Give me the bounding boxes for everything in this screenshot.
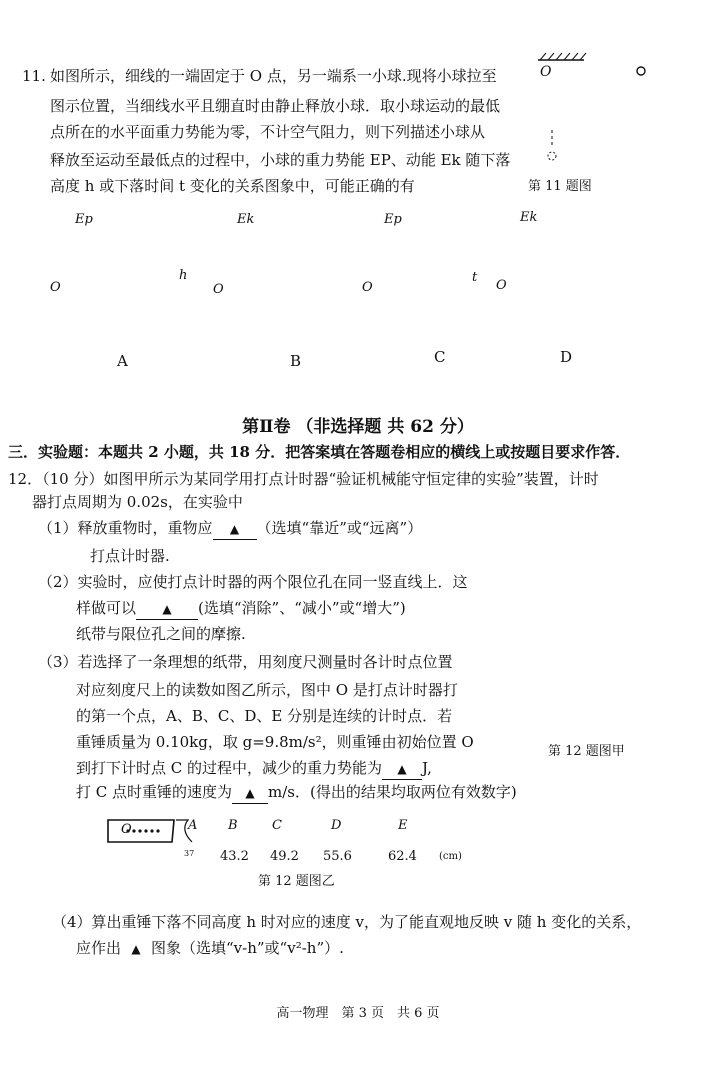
tape-reading-a: 37 xyxy=(184,850,195,856)
q12-sub2-line-1: （2）实验时，应使打点计时器的两个限位孔在同一竖直线上．这 xyxy=(38,573,468,591)
q11-line-3: 点所在的水平面重力势能为零，不计空气阻力，则下列描述小球从 xyxy=(50,123,486,141)
q12-sub1-text-b: （选填“靠近”或“远离”） xyxy=(256,519,423,537)
q11-line-4: 释放至运动至最低点的过程中，小球的重力势能 EP、动能 Ek 随下落 xyxy=(50,151,511,169)
q12-sub2-line-2 xyxy=(76,598,406,620)
q12-sub3-line-1: （3）若选择了一条理想的纸带，用刻度尺测量时各计时点位置 xyxy=(38,653,453,671)
q11-point-o: O xyxy=(540,64,552,80)
answer-blank-3[interactable]: ▲ xyxy=(382,759,422,780)
q12-sub3-line-4: 重锤质量为 0.10kg，取 g=9.8m/s²，则重锤由初始位置 O xyxy=(76,733,474,751)
q12-sub4-line-1: （4）算出重锤下落不同高度 h 时对应的速度 v，为了能直观地反映 v 随 h 变化的关系， xyxy=(52,913,642,931)
graph-d-xlabel: t xyxy=(472,270,478,285)
q12-intro-1: 12．（10 分）如图甲所示为某同学用打点计时器“验证机械能守恒定律的实验”装置，计时 xyxy=(8,470,599,488)
tape-unit: (cm) xyxy=(439,851,462,862)
option-b: B xyxy=(290,352,302,370)
ball-lowest xyxy=(548,152,556,160)
tape-point-e: E xyxy=(398,818,408,833)
option-a: A xyxy=(117,352,128,370)
q12-sub2-text-b: 样做可以 xyxy=(76,599,137,617)
graph-b-origin: O xyxy=(213,282,224,297)
graph-a-origin: O xyxy=(50,280,61,295)
fig12-jia-caption: 第 12 题图甲 xyxy=(548,744,625,759)
graph-b-xlabel: h xyxy=(179,268,188,283)
tape-point-a: A xyxy=(188,818,198,833)
q12-intro-2: 器打点周期为 0.02s，在实验中 xyxy=(32,493,243,511)
q12-sub3-line-2: 对应刻度尺上的读数如图乙所示，图中 O 是打点计时器打 xyxy=(76,681,458,699)
ball-start xyxy=(637,67,645,75)
q12-sub3-line-3: 的第一个点，A、B、C、D、E 分别是连续的计时点．若 xyxy=(76,707,453,725)
q12-sub3-text-f1: 打 C 点时重锤的速度为 xyxy=(76,783,233,801)
q12-sub1-continued: 打点计时器. xyxy=(90,547,170,565)
option-c: C xyxy=(434,348,446,366)
ceiling-hatch xyxy=(540,53,586,60)
q12-sub3-line-6 xyxy=(76,782,517,804)
q12-sub3-text-e1: 到打下计时点 C 的过程中，减少的重力势能为 xyxy=(76,759,383,777)
tape-reading-d: 55.6 xyxy=(323,849,352,864)
tape-point-c: C xyxy=(272,818,282,833)
section3-heading: 三．实验题：本题共 2 小题，共 18 分．把答案填在答题卷相应的横线上或按题目要求作答． xyxy=(8,443,631,461)
q11-number: 11. xyxy=(22,67,46,85)
q11-line-1: 如图所示，细线的一端固定于 O 点，另一端系一小球.现将小球拉至 xyxy=(50,67,497,85)
answer-mark-5[interactable]: ▲ xyxy=(131,942,141,956)
tape-point-o: O xyxy=(121,822,132,837)
graph-b-ylabel: Ek xyxy=(237,212,255,227)
q12-sub2-text-c: (选填“消除”、“减小”或“增大”) xyxy=(198,599,406,617)
q11-figure-caption: 第 11 题图 xyxy=(528,179,592,194)
graph-c-origin: O xyxy=(362,280,373,295)
graph-d-origin: O xyxy=(496,278,507,293)
graph-a-ylabel: Ep xyxy=(75,212,93,227)
tape-point-d: D xyxy=(331,818,342,833)
q12-sub1 xyxy=(38,518,422,540)
answer-blank-1[interactable]: ▲ xyxy=(213,519,257,540)
q12-sub3-text-e2: J, xyxy=(422,759,432,777)
q12-sub3-text-f2: m/s．(得出的结果均取两位有效数字) xyxy=(268,783,517,801)
graph-d-ylabel: Ek xyxy=(520,210,538,225)
graph-c-ylabel: Ep xyxy=(384,212,402,227)
q12-sub3-line-5 xyxy=(76,758,432,780)
answer-blank-4[interactable]: ▲ xyxy=(232,783,268,804)
tape-reading-e: 62.4 xyxy=(388,849,417,864)
q12-sub4-text-b: 应作出 xyxy=(76,939,122,957)
q11-line-5: 高度 h 或下落时间 t 变化的关系图象中，可能正确的有 xyxy=(50,177,415,195)
q11-line-2: 图示位置，当细线水平且绷直时由静止释放小球．取小球运动的最低 xyxy=(50,97,501,115)
answer-blank-2[interactable]: ▲ xyxy=(136,599,198,620)
q12-sub4-text-c: 图象（选填“v-h”或“v²-h”）. xyxy=(151,939,344,957)
tape-point-b: B xyxy=(228,818,238,833)
q12-sub2-line-3: 纸带与限位孔之间的摩擦. xyxy=(76,625,246,643)
fig12-yi-caption: 第 12 题图乙 xyxy=(258,874,335,889)
q12-sub4-line-2 xyxy=(76,938,344,959)
tape-reading-c: 49.2 xyxy=(270,849,299,864)
tape-reading-b: 43.2 xyxy=(220,849,249,864)
q12-sub1-text-a: （1）释放重物时，重物应 xyxy=(38,519,213,537)
part2-title: 第Ⅱ卷 （非选择题 共 62 分） xyxy=(242,417,474,437)
page-footer: 高一物理 第 3 页 共 6 页 xyxy=(276,1006,440,1021)
option-d: D xyxy=(560,348,573,366)
